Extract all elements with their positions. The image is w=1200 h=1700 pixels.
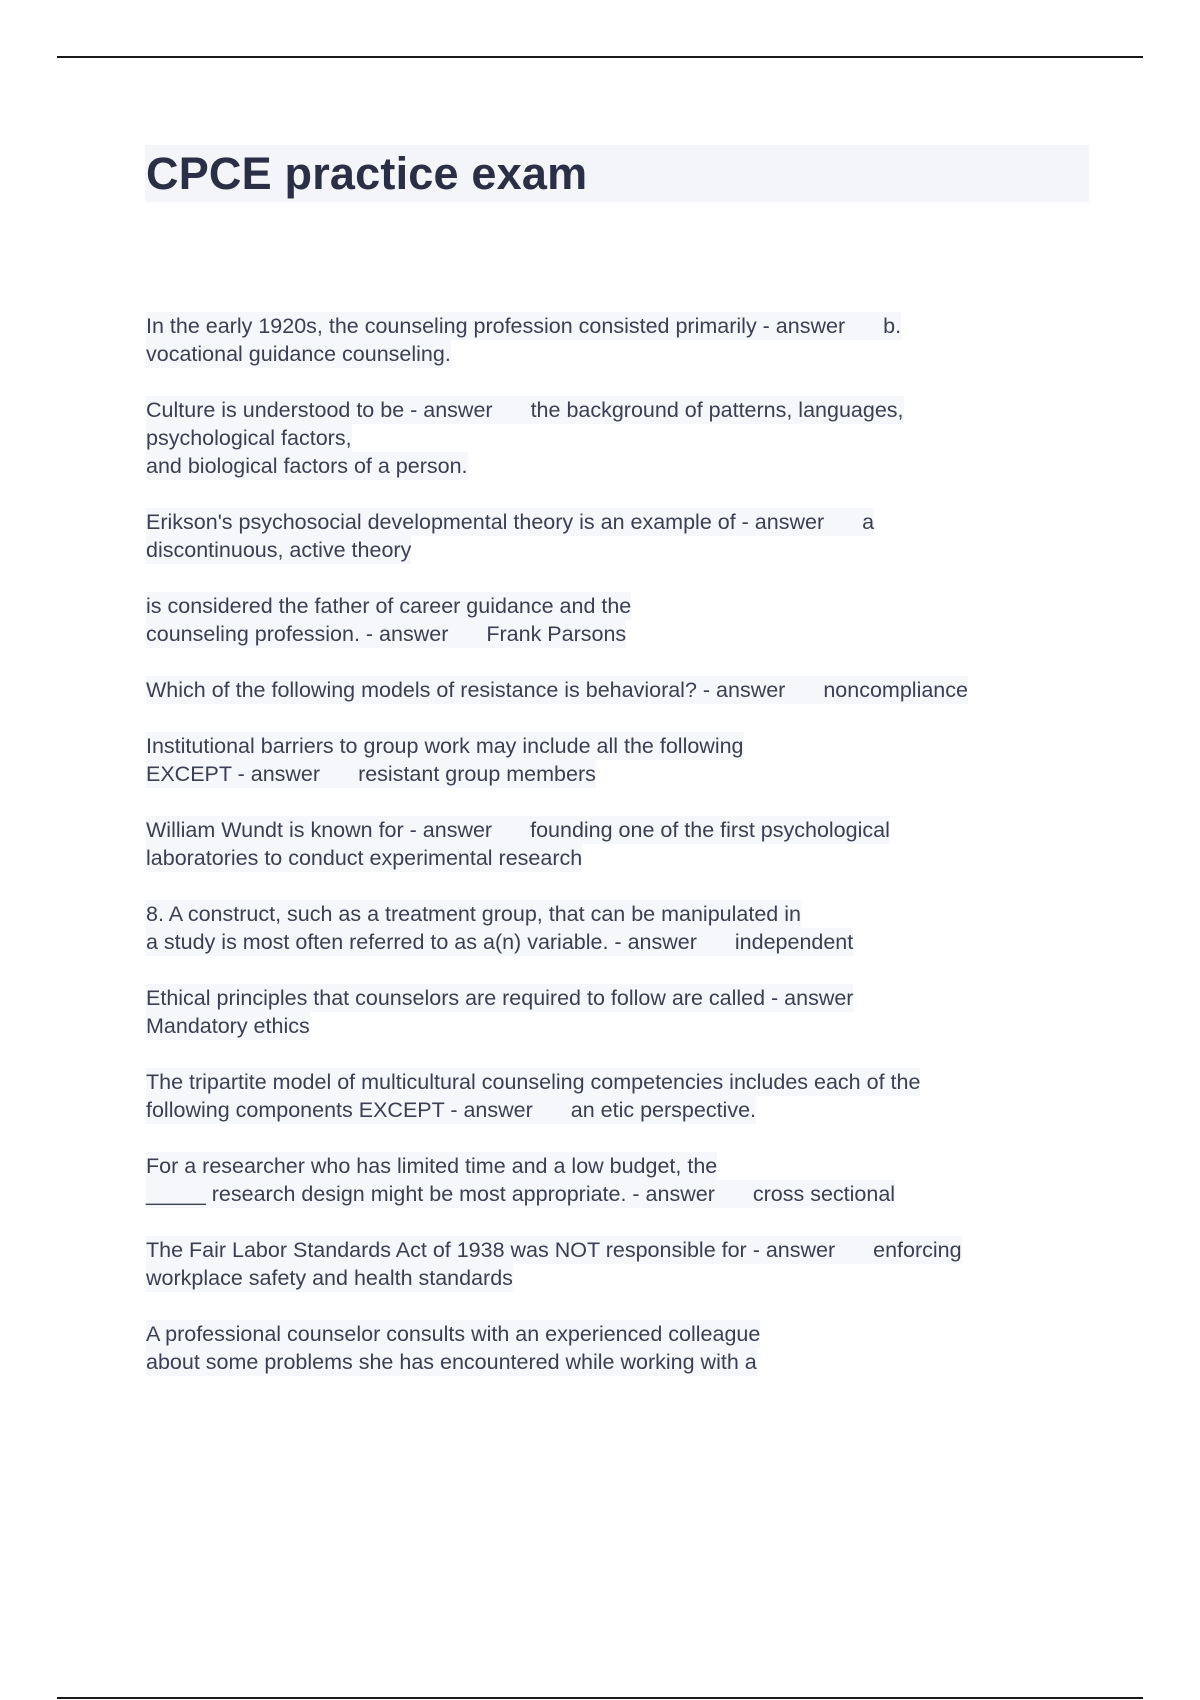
answer-text: resistant group members (358, 762, 596, 786)
qa-item (146, 1236, 1106, 1292)
question-text: 8. A construct, such as a treatment group, that can be manipulated in (146, 902, 801, 926)
answer-text: b. (883, 314, 902, 338)
question-text: Mandatory ethics (146, 1014, 310, 1038)
question-text: Which of the following models of resistance is behavioral? - answer (146, 678, 786, 702)
qa-line (146, 1096, 756, 1124)
qa-item (146, 900, 1106, 956)
qa-item (146, 508, 1106, 564)
question-text: vocational guidance counseling. (146, 342, 451, 366)
qa-line (146, 844, 582, 872)
qa-line (146, 1012, 310, 1040)
question-text: following components EXCEPT - answer (146, 1098, 533, 1122)
answer-text: enforcing (873, 1238, 962, 1262)
question-text: A professional counselor consults with an experienced colleague (146, 1322, 761, 1346)
answer-text: founding one of the first psychological (530, 818, 890, 842)
qa-line (146, 592, 631, 620)
qa-line (146, 452, 468, 480)
qa-item (146, 312, 1106, 368)
page-title: CPCE practice exam (146, 148, 588, 199)
question-text: For a researcher who has limited time and a low budget, the (146, 1154, 718, 1178)
answer-text: an etic perspective. (570, 1098, 757, 1122)
qa-line (146, 536, 411, 564)
qa-line (146, 760, 596, 788)
question-text: is considered the father of career guidance and the (146, 594, 632, 618)
qa-line (146, 424, 352, 452)
qa-item (146, 1152, 1106, 1208)
question-text: about some problems she has encountered while working with a (146, 1350, 757, 1374)
question-text: _____ research design might be most appropriate. - answer (146, 1182, 715, 1206)
qa-item (146, 592, 1106, 648)
question-text: laboratories to conduct experimental research (146, 846, 583, 870)
question-text: workplace safety and health standards (146, 1266, 513, 1290)
qa-line (146, 1068, 920, 1096)
question-text: Erikson's psychosocial developmental theory is an example of - answer (146, 510, 825, 534)
question-text: In the early 1920s, the counseling profession consisted primarily - answer (146, 314, 846, 338)
qa-item (146, 816, 1106, 872)
question-text: The Fair Labor Standards Act of 1938 was NOT responsible for - answer (146, 1238, 836, 1262)
question-text: discontinuous, active theory (146, 538, 412, 562)
question-text: William Wundt is known for - answer (146, 818, 493, 842)
qa-line (146, 396, 904, 424)
qa-line (146, 1152, 717, 1180)
question-text: Culture is understood to be - answer (146, 398, 493, 422)
top-rule (57, 56, 1143, 58)
qa-line (146, 928, 853, 956)
qa-line (146, 508, 874, 536)
qa-line (146, 340, 451, 368)
qa-item (146, 1068, 1106, 1124)
question-text: Institutional barriers to group work may include all the following (146, 734, 744, 758)
qa-line (146, 900, 801, 928)
answer-text: Frank Parsons (486, 622, 627, 646)
qa-item (146, 396, 1106, 480)
qa-line (146, 620, 626, 648)
answer-text: noncompliance (823, 678, 968, 702)
qa-line (146, 1180, 895, 1208)
qa-line (146, 816, 890, 844)
qa-item (146, 1320, 1106, 1376)
answer-text: a (862, 510, 875, 534)
qa-item (146, 984, 1106, 1040)
qa-item (146, 676, 1106, 704)
qa-line (146, 1348, 757, 1376)
bottom-rule (57, 1697, 1143, 1699)
qa-line (146, 312, 901, 340)
question-text: EXCEPT - answer (146, 762, 321, 786)
question-text: psychological factors, (146, 426, 352, 450)
question-text: and biological factors of a person. (146, 454, 468, 478)
question-text: a study is most often referred to as a(n) variable. - answer (146, 930, 697, 954)
qa-line (146, 732, 744, 760)
qa-line (146, 1264, 513, 1292)
answer-text: independent (734, 930, 854, 954)
qa-line (146, 1236, 962, 1264)
qa-line (146, 676, 968, 704)
qa-item (146, 732, 1106, 788)
qa-line (146, 1320, 760, 1348)
answer-text: the background of patterns, languages, (530, 398, 904, 422)
question-text: The tripartite model of multicultural counseling competencies includes each of the (146, 1070, 921, 1094)
qa-list (146, 312, 1106, 1404)
answer-text: cross sectional (752, 1182, 896, 1206)
question-text: counseling profession. - answer (146, 622, 449, 646)
qa-line (146, 984, 853, 1012)
question-text: Ethical principles that counselors are required to follow are called - answer (146, 986, 854, 1010)
